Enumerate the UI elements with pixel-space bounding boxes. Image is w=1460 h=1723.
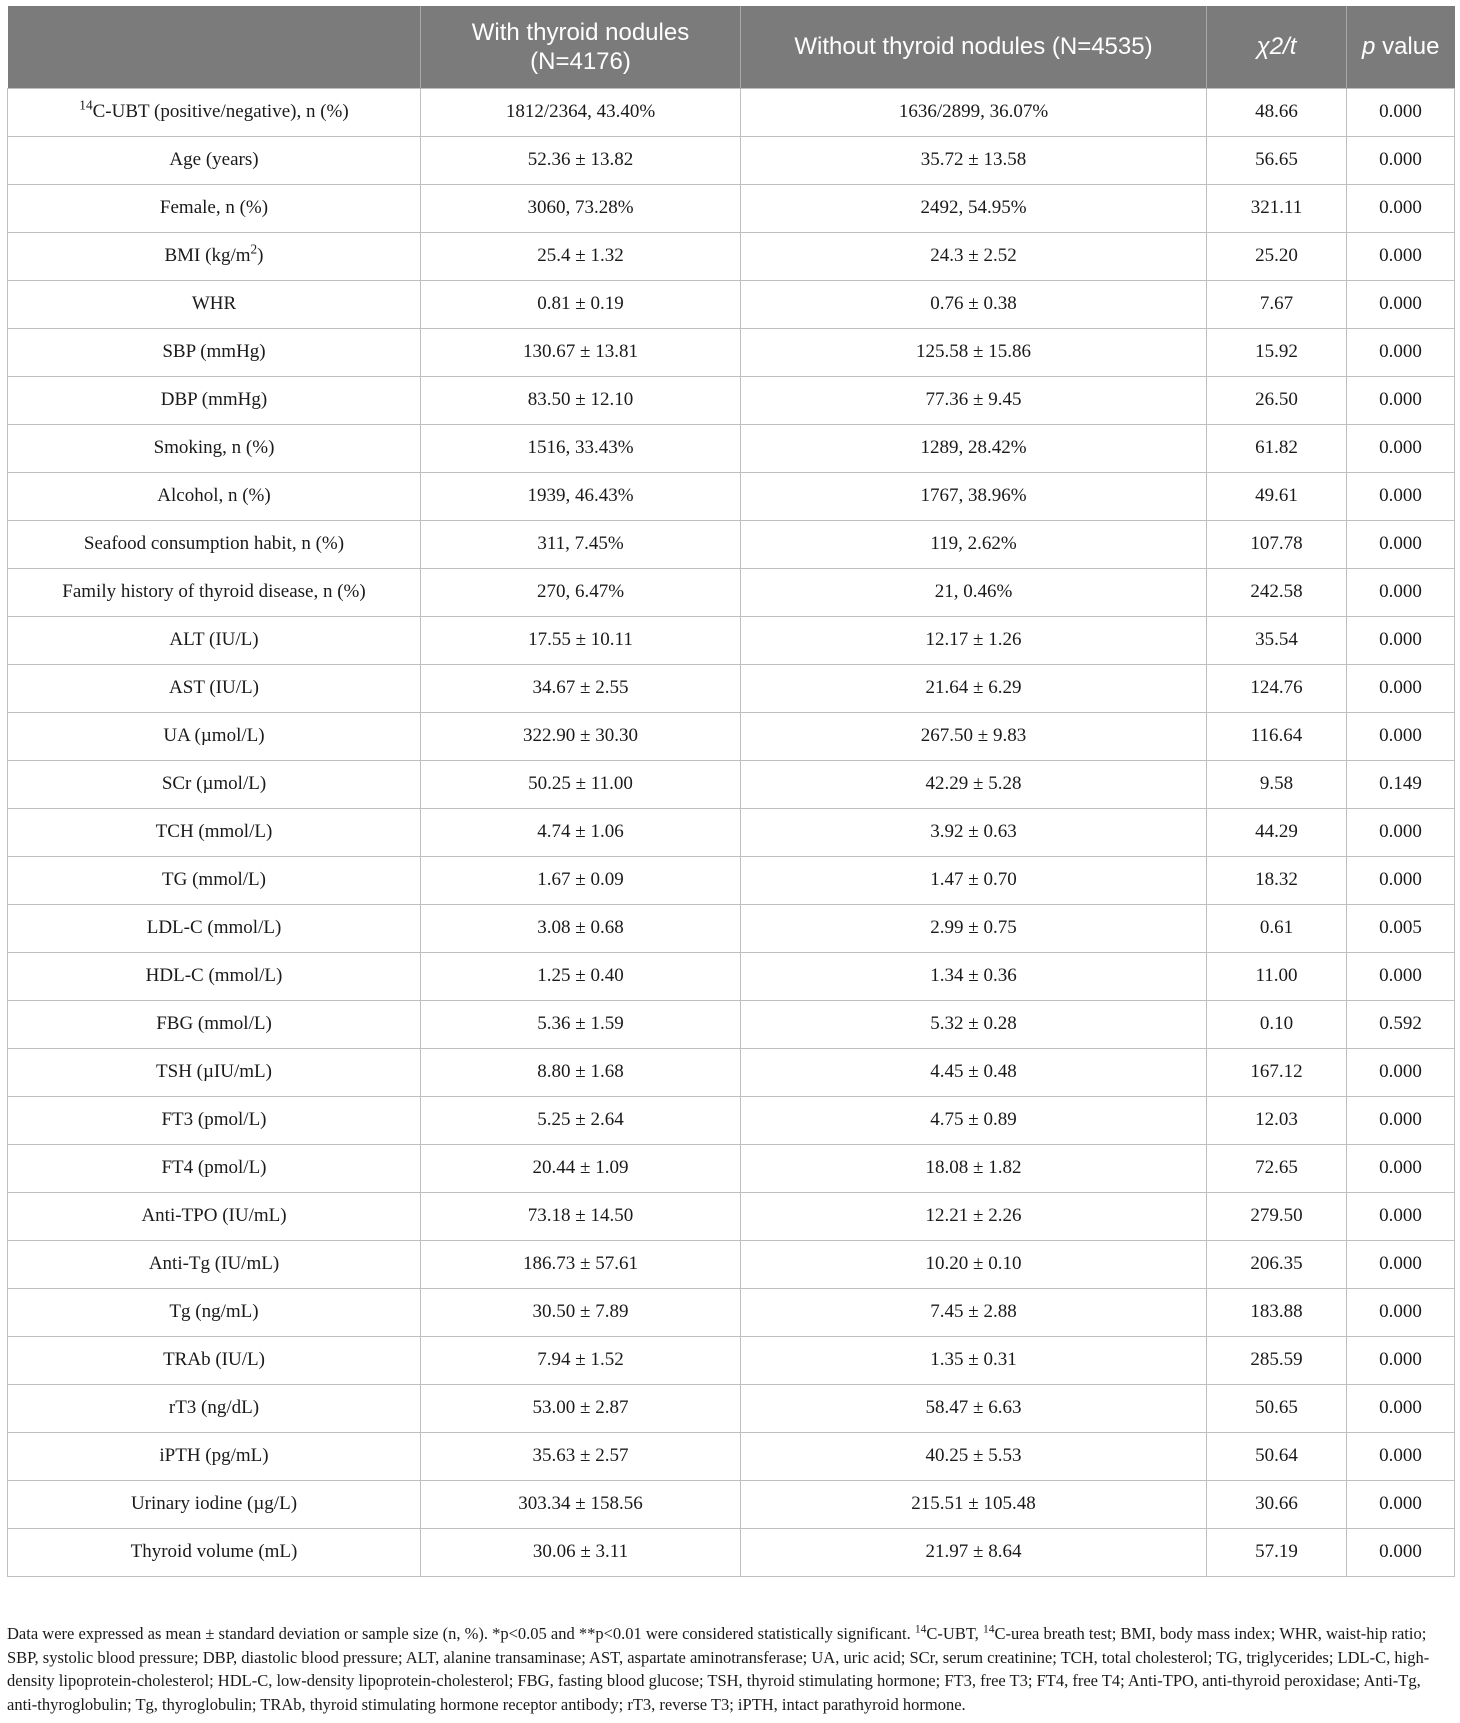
cell-without-nodules: 58.47 ± 6.63 <box>741 1384 1207 1432</box>
row-label-tail: ) <box>257 245 264 266</box>
row-label <box>8 232 421 280</box>
table-row <box>8 280 1455 328</box>
cell-p-value: 0.000 <box>1347 1288 1455 1336</box>
cell-p-value: 0.000 <box>1347 1144 1455 1192</box>
cell-with-nodules: 5.25 ± 2.64 <box>421 1096 741 1144</box>
table-row <box>8 856 1455 904</box>
table-row <box>8 616 1455 664</box>
cell-p-value: 0.000 <box>1347 184 1455 232</box>
header-without-nodules: Without thyroid nodules (N=4535) <box>741 6 1207 88</box>
table-row <box>8 1144 1455 1192</box>
table-row <box>8 1432 1455 1480</box>
row-label-text: Urinary iodine (µg/L) <box>130 1493 298 1514</box>
cell-with-nodules: 7.94 ± 1.52 <box>421 1336 741 1384</box>
cell-statistic: 0.10 <box>1207 1000 1347 1048</box>
row-label <box>8 424 421 472</box>
row-label <box>8 952 421 1000</box>
cell-statistic: 44.29 <box>1207 808 1347 856</box>
cell-without-nodules: 4.75 ± 0.89 <box>741 1096 1207 1144</box>
cell-statistic: 321.11 <box>1207 184 1347 232</box>
table-row <box>8 568 1455 616</box>
row-label-text: FBG (mmol/L) <box>156 1013 272 1034</box>
cell-without-nodules: 1.34 ± 0.36 <box>741 952 1207 1000</box>
row-label <box>8 568 421 616</box>
table-row <box>8 1192 1455 1240</box>
footnote-sup-1: 14 <box>914 1623 927 1636</box>
row-label-text: DBP (mmHg) <box>160 389 268 410</box>
row-label <box>8 472 421 520</box>
header-statistic-label: χ2/t <box>1256 33 1297 61</box>
cell-statistic: 49.61 <box>1207 472 1347 520</box>
cell-with-nodules: 130.67 ± 13.81 <box>421 328 741 376</box>
cell-p-value: 0.000 <box>1347 376 1455 424</box>
row-label-text: WHR <box>191 293 237 314</box>
footnote-text-1: Data were expressed as mean ± standard deviation or sample size (n, %). *p<0.05 and **p<0.01 were considered statistically significant. <box>7 1624 915 1643</box>
header-p-letter: p <box>1362 33 1376 61</box>
table-row <box>8 760 1455 808</box>
cell-with-nodules: 30.06 ± 3.11 <box>421 1528 741 1576</box>
row-label <box>8 1288 421 1336</box>
row-label <box>8 1336 421 1384</box>
cell-statistic: 285.59 <box>1207 1336 1347 1384</box>
cell-without-nodules: 1636/2899, 36.07% <box>741 88 1207 136</box>
row-label-text: Age (years) <box>169 149 259 170</box>
cell-with-nodules: 3.08 ± 0.68 <box>421 904 741 952</box>
table-row <box>8 1336 1455 1384</box>
row-label <box>8 808 421 856</box>
table-row <box>8 424 1455 472</box>
cell-with-nodules: 270, 6.47% <box>421 568 741 616</box>
table-row <box>8 328 1455 376</box>
footnote-text-2: C-UBT, <box>926 1624 983 1643</box>
cell-p-value: 0.000 <box>1347 1432 1455 1480</box>
cell-p-value: 0.000 <box>1347 1192 1455 1240</box>
row-label-text: rT3 (ng/dL) <box>168 1397 260 1418</box>
cell-p-value: 0.000 <box>1347 664 1455 712</box>
cell-with-nodules: 25.4 ± 1.32 <box>421 232 741 280</box>
cell-without-nodules: 0.76 ± 0.38 <box>741 280 1207 328</box>
cell-without-nodules: 21.97 ± 8.64 <box>741 1528 1207 1576</box>
row-label <box>8 376 421 424</box>
row-label-text: SCr (µmol/L) <box>161 773 267 794</box>
table-header-row <box>8 6 1455 88</box>
row-label-text: Smoking, n (%) <box>153 437 275 458</box>
cell-statistic: 116.64 <box>1207 712 1347 760</box>
row-label <box>8 88 421 136</box>
row-label-text: ALT (IU/L) <box>169 629 259 650</box>
cell-statistic: 107.78 <box>1207 520 1347 568</box>
table-row <box>8 1384 1455 1432</box>
cell-with-nodules: 322.90 ± 30.30 <box>421 712 741 760</box>
row-label <box>8 1432 421 1480</box>
cell-with-nodules: 4.74 ± 1.06 <box>421 808 741 856</box>
cell-p-value: 0.000 <box>1347 616 1455 664</box>
cell-with-nodules: 1812/2364, 43.40% <box>421 88 741 136</box>
table-row <box>8 1240 1455 1288</box>
row-label-text: Anti-TPO (IU/mL) <box>141 1205 287 1226</box>
cell-without-nodules: 119, 2.62% <box>741 520 1207 568</box>
cell-without-nodules: 21.64 ± 6.29 <box>741 664 1207 712</box>
table-footnote <box>7 1622 1454 1716</box>
row-label <box>8 712 421 760</box>
row-label-superscript: 14 <box>79 97 93 113</box>
cell-with-nodules: 35.63 ± 2.57 <box>421 1432 741 1480</box>
row-label-text: iPTH (pg/mL) <box>159 1445 269 1466</box>
cell-statistic: 11.00 <box>1207 952 1347 1000</box>
cell-statistic: 57.19 <box>1207 1528 1347 1576</box>
cell-statistic: 35.54 <box>1207 616 1347 664</box>
table-row <box>8 952 1455 1000</box>
cell-p-value: 0.000 <box>1347 856 1455 904</box>
cell-p-value: 0.000 <box>1347 136 1455 184</box>
table-row <box>8 712 1455 760</box>
row-label-text: Female, n (%) <box>159 197 269 218</box>
row-label <box>8 664 421 712</box>
cell-p-value: 0.000 <box>1347 472 1455 520</box>
footnote-text-3: C-urea breath test; BMI, body mass index; WHR, waist-hip ratio; SBP, systolic blood pressure; DBP, diastolic blood pressure; ALT, alanine transaminase; AST, aspartate aminotransferase; UA, uric acid; SCr, serum creatinine; TCH, total cholesterol; TG, triglycerides; LDL-C, high-density lipoprotein-cholesterol; HDL-C, low-density lipoprotein-cholesterol; FBG, fasting blood glucose; TSH, thyroid stimulating hormone; FT3, free T3; FT4, free T4; Anti-TPO, anti-thyroid peroxidase; Anti-Tg, anti-thyroglobulin; Tg, thyroglobulin; TRAb, thyroid stimulating hormone receptor antibody; rT3, reverse T3; iPTH, intact parathyroid hormone. <box>7 1624 1430 1714</box>
cell-statistic: 50.65 <box>1207 1384 1347 1432</box>
cell-without-nodules: 267.50 ± 9.83 <box>741 712 1207 760</box>
cell-p-value: 0.000 <box>1347 1480 1455 1528</box>
cell-without-nodules: 18.08 ± 1.82 <box>741 1144 1207 1192</box>
cell-with-nodules: 0.81 ± 0.19 <box>421 280 741 328</box>
cell-p-value: 0.000 <box>1347 280 1455 328</box>
row-label-text: Alcohol, n (%) <box>157 485 271 506</box>
cell-with-nodules: 34.67 ± 2.55 <box>421 664 741 712</box>
cell-statistic: 72.65 <box>1207 1144 1347 1192</box>
cell-without-nodules: 12.21 ± 2.26 <box>741 1192 1207 1240</box>
row-label <box>8 184 421 232</box>
row-label-text: SBP (mmHg) <box>162 341 266 362</box>
header-with-nodules: With thyroid nodules (N=4176) <box>421 6 741 88</box>
row-label <box>8 1048 421 1096</box>
cell-p-value: 0.000 <box>1347 1048 1455 1096</box>
table-row <box>8 904 1455 952</box>
row-label-text: FT3 (pmol/L) <box>161 1109 267 1130</box>
cell-without-nodules: 4.45 ± 0.48 <box>741 1048 1207 1096</box>
cell-p-value: 0.000 <box>1347 232 1455 280</box>
row-label-text: HDL-C (mmol/L) <box>145 965 283 986</box>
cell-without-nodules: 7.45 ± 2.88 <box>741 1288 1207 1336</box>
cell-statistic: 12.03 <box>1207 1096 1347 1144</box>
cell-p-value: 0.000 <box>1347 1096 1455 1144</box>
cell-p-value: 0.000 <box>1347 1384 1455 1432</box>
row-label-text: Seafood consumption habit, n (%) <box>83 533 345 554</box>
table-body <box>8 88 1455 1576</box>
cell-statistic: 0.61 <box>1207 904 1347 952</box>
cell-statistic: 56.65 <box>1207 136 1347 184</box>
cell-without-nodules: 1767, 38.96% <box>741 472 1207 520</box>
cell-without-nodules: 77.36 ± 9.45 <box>741 376 1207 424</box>
row-label-text: UA (µmol/L) <box>163 725 265 746</box>
row-label-text: C-UBT (positive/negative), n (%) <box>92 101 349 122</box>
cell-without-nodules: 125.58 ± 15.86 <box>741 328 1207 376</box>
cell-p-value: 0.000 <box>1347 424 1455 472</box>
cell-with-nodules: 5.36 ± 1.59 <box>421 1000 741 1048</box>
header-p-rest: value <box>1375 33 1440 61</box>
table-row <box>8 136 1455 184</box>
row-label <box>8 1384 421 1432</box>
row-label <box>8 1480 421 1528</box>
table-row <box>8 808 1455 856</box>
row-label-text: TSH (µIU/mL) <box>156 1061 272 1082</box>
cell-with-nodules: 20.44 ± 1.09 <box>421 1144 741 1192</box>
table-row <box>8 1480 1455 1528</box>
cell-without-nodules: 12.17 ± 1.26 <box>741 616 1207 664</box>
table-row <box>8 232 1455 280</box>
row-label-text: TG (mmol/L) <box>162 869 266 890</box>
cell-with-nodules: 17.55 ± 10.11 <box>421 616 741 664</box>
cell-without-nodules: 5.32 ± 0.28 <box>741 1000 1207 1048</box>
row-label-text: BMI (kg/m <box>164 245 251 266</box>
row-label-text: TRAb (IU/L) <box>163 1349 265 1370</box>
row-label-text: Family history of thyroid disease, n (%) <box>62 581 366 602</box>
cell-with-nodules: 1.67 ± 0.09 <box>421 856 741 904</box>
row-label-text: TCH (mmol/L) <box>155 821 273 842</box>
cell-p-value: 0.000 <box>1347 952 1455 1000</box>
cell-p-value: 0.000 <box>1347 1528 1455 1576</box>
cell-without-nodules: 3.92 ± 0.63 <box>741 808 1207 856</box>
cell-statistic: 9.58 <box>1207 760 1347 808</box>
table-row <box>8 1096 1455 1144</box>
row-label <box>8 520 421 568</box>
row-label-text: Anti-Tg (IU/mL) <box>148 1253 280 1274</box>
row-label <box>8 280 421 328</box>
row-label <box>8 1192 421 1240</box>
table-row <box>8 1000 1455 1048</box>
cell-statistic: 18.32 <box>1207 856 1347 904</box>
cell-p-value: 0.000 <box>1347 328 1455 376</box>
cell-without-nodules: 42.29 ± 5.28 <box>741 760 1207 808</box>
cell-statistic: 48.66 <box>1207 88 1347 136</box>
row-label <box>8 904 421 952</box>
table-row <box>8 1288 1455 1336</box>
row-label <box>8 328 421 376</box>
cell-with-nodules: 73.18 ± 14.50 <box>421 1192 741 1240</box>
cell-without-nodules: 215.51 ± 105.48 <box>741 1480 1207 1528</box>
row-label <box>8 1144 421 1192</box>
row-label <box>8 616 421 664</box>
cell-statistic: 30.66 <box>1207 1480 1347 1528</box>
cell-statistic: 61.82 <box>1207 424 1347 472</box>
cell-p-value: 0.149 <box>1347 760 1455 808</box>
cell-without-nodules: 1.35 ± 0.31 <box>741 1336 1207 1384</box>
cell-without-nodules: 1.47 ± 0.70 <box>741 856 1207 904</box>
data-table-container <box>7 6 1454 1577</box>
row-label <box>8 1000 421 1048</box>
cell-with-nodules: 311, 7.45% <box>421 520 741 568</box>
row-label-text: FT4 (pmol/L) <box>161 1157 267 1178</box>
cell-without-nodules: 40.25 ± 5.53 <box>741 1432 1207 1480</box>
data-table <box>7 6 1455 1577</box>
row-label <box>8 1240 421 1288</box>
row-label <box>8 1096 421 1144</box>
cell-with-nodules: 8.80 ± 1.68 <box>421 1048 741 1096</box>
cell-statistic: 25.20 <box>1207 232 1347 280</box>
table-row <box>8 376 1455 424</box>
cell-p-value: 0.000 <box>1347 1336 1455 1384</box>
cell-p-value: 0.000 <box>1347 520 1455 568</box>
cell-statistic: 206.35 <box>1207 1240 1347 1288</box>
cell-with-nodules: 30.50 ± 7.89 <box>421 1288 741 1336</box>
cell-statistic: 124.76 <box>1207 664 1347 712</box>
cell-statistic: 50.64 <box>1207 1432 1347 1480</box>
table-row <box>8 1048 1455 1096</box>
cell-p-value: 0.000 <box>1347 88 1455 136</box>
row-label-text: Thyroid volume (mL) <box>130 1541 298 1562</box>
cell-p-value: 0.000 <box>1347 568 1455 616</box>
row-label-text: LDL-C (mmol/L) <box>146 917 282 938</box>
cell-statistic: 279.50 <box>1207 1192 1347 1240</box>
cell-with-nodules: 83.50 ± 12.10 <box>421 376 741 424</box>
table-row <box>8 664 1455 712</box>
cell-with-nodules: 52.36 ± 13.82 <box>421 136 741 184</box>
header-statistic <box>1207 6 1347 88</box>
cell-without-nodules: 2.99 ± 0.75 <box>741 904 1207 952</box>
row-label-superscript: 2 <box>250 241 258 257</box>
cell-p-value: 0.000 <box>1347 712 1455 760</box>
cell-statistic: 183.88 <box>1207 1288 1347 1336</box>
row-label <box>8 136 421 184</box>
cell-with-nodules: 303.34 ± 158.56 <box>421 1480 741 1528</box>
cell-p-value: 0.000 <box>1347 1240 1455 1288</box>
cell-statistic: 26.50 <box>1207 376 1347 424</box>
cell-with-nodules: 53.00 ± 2.87 <box>421 1384 741 1432</box>
cell-without-nodules: 21, 0.46% <box>741 568 1207 616</box>
cell-with-nodules: 1516, 33.43% <box>421 424 741 472</box>
cell-without-nodules: 35.72 ± 13.58 <box>741 136 1207 184</box>
cell-without-nodules: 24.3 ± 2.52 <box>741 232 1207 280</box>
table-row <box>8 520 1455 568</box>
cell-without-nodules: 1289, 28.42% <box>741 424 1207 472</box>
header-variable <box>8 6 421 88</box>
cell-with-nodules: 1.25 ± 0.40 <box>421 952 741 1000</box>
cell-with-nodules: 50.25 ± 11.00 <box>421 760 741 808</box>
cell-p-value: 0.005 <box>1347 904 1455 952</box>
row-label-text: AST (IU/L) <box>169 677 259 698</box>
table-row <box>8 472 1455 520</box>
cell-without-nodules: 2492, 54.95% <box>741 184 1207 232</box>
header-p-value <box>1347 6 1455 88</box>
cell-without-nodules: 10.20 ± 0.10 <box>741 1240 1207 1288</box>
cell-with-nodules: 3060, 73.28% <box>421 184 741 232</box>
cell-with-nodules: 186.73 ± 57.61 <box>421 1240 741 1288</box>
row-label <box>8 1528 421 1576</box>
cell-with-nodules: 1939, 46.43% <box>421 472 741 520</box>
row-label <box>8 856 421 904</box>
cell-statistic: 15.92 <box>1207 328 1347 376</box>
row-label-text: Tg (ng/mL) <box>169 1301 259 1322</box>
row-label <box>8 760 421 808</box>
footnote-sup-2: 14 <box>982 1623 995 1636</box>
cell-statistic: 167.12 <box>1207 1048 1347 1096</box>
cell-statistic: 7.67 <box>1207 280 1347 328</box>
cell-p-value: 0.000 <box>1347 808 1455 856</box>
cell-p-value: 0.592 <box>1347 1000 1455 1048</box>
table-row <box>8 1528 1455 1576</box>
table-row <box>8 184 1455 232</box>
cell-statistic: 242.58 <box>1207 568 1347 616</box>
table-row <box>8 88 1455 136</box>
